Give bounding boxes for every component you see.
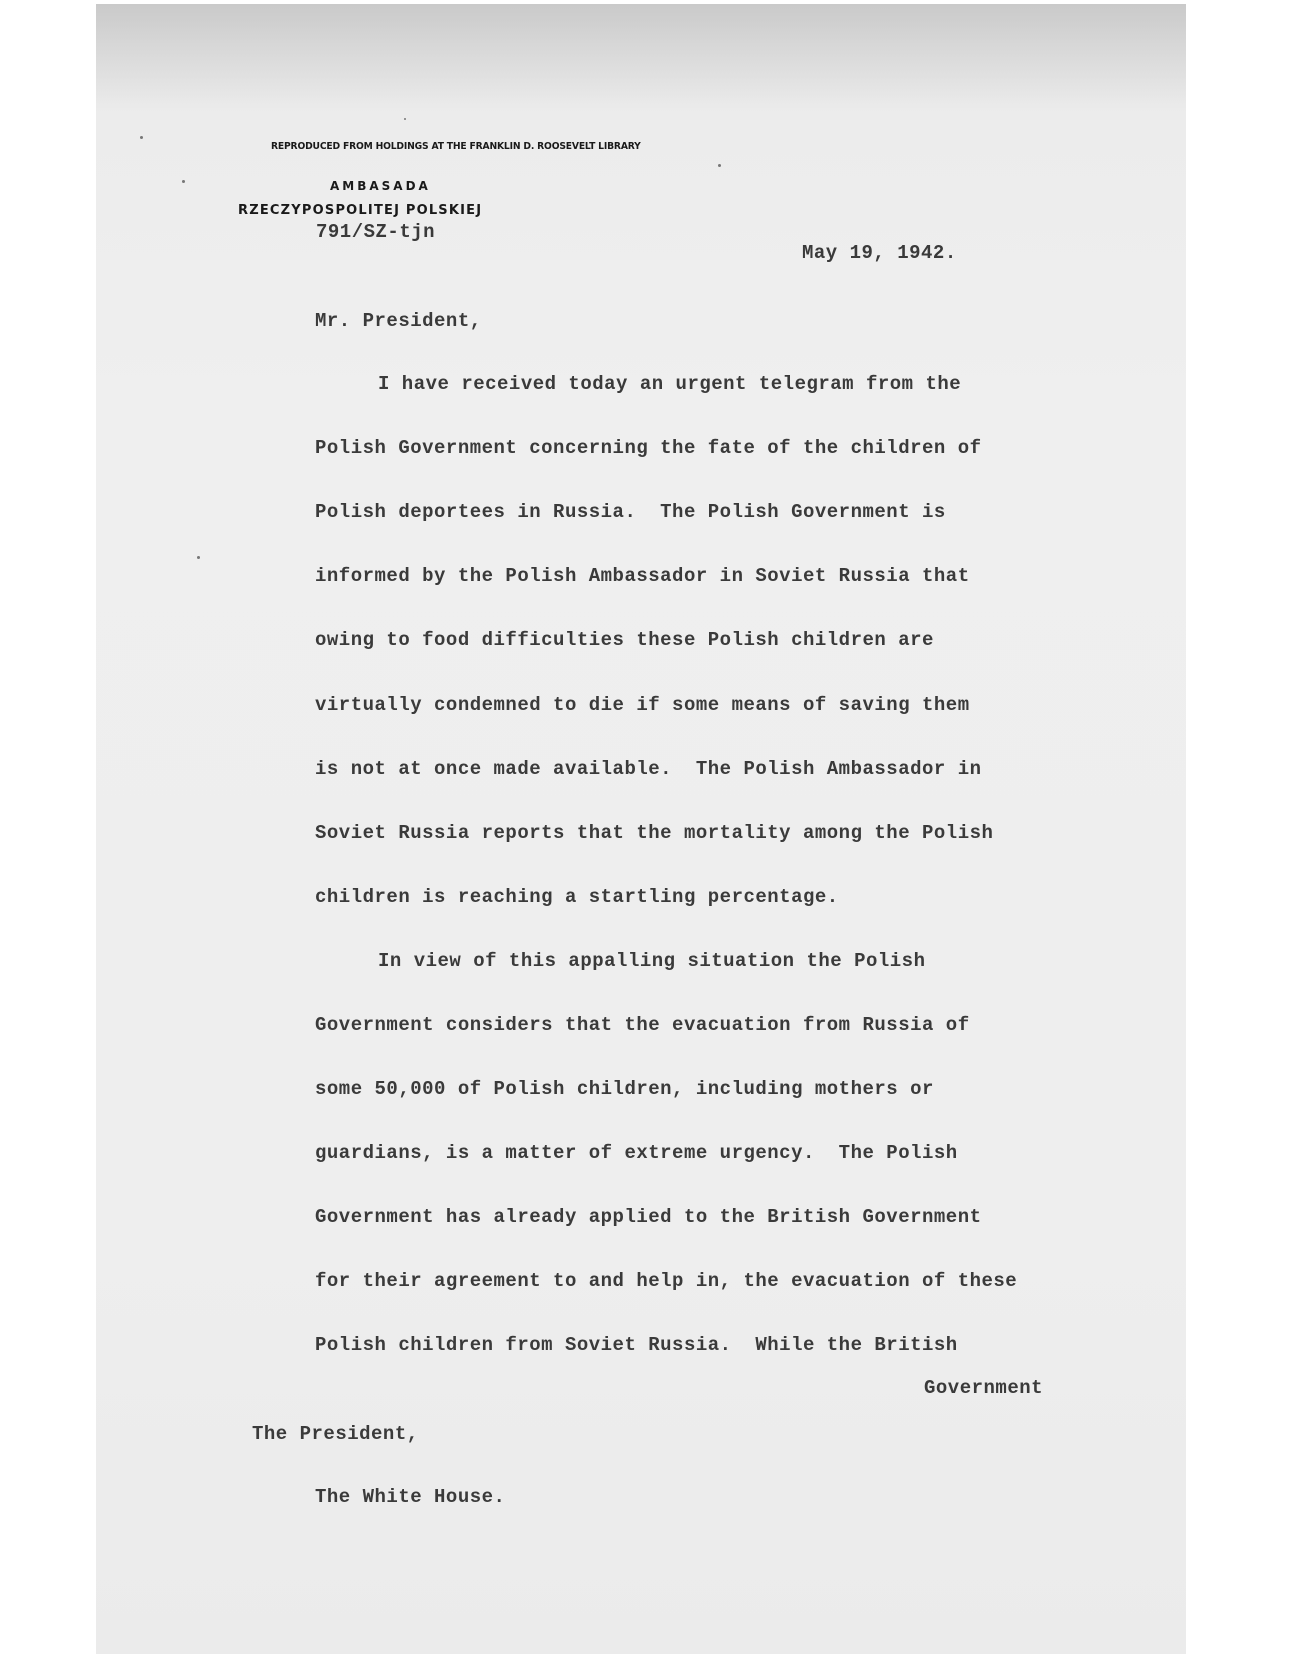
body-line: Government has already applied to the British Government [315, 1206, 982, 1228]
body-line: Polish children from Soviet Russia. While the British [315, 1334, 958, 1356]
addressee-line-1: The President, [252, 1423, 419, 1445]
body-line: I have received today an urgent telegram from the [378, 373, 962, 395]
scan-speck [718, 164, 721, 167]
paper-top-shadow [96, 4, 1186, 114]
body-line: virtually condemned to die if some means of saving them [315, 694, 970, 716]
letterhead-line-1: AMBASADA [330, 179, 431, 193]
scan-speck [182, 180, 185, 183]
body-line: In view of this appalling situation the Polish [378, 950, 926, 972]
catchword: Government [924, 1377, 1044, 1399]
library-reproduction-stamp: REPRODUCED FROM HOLDINGS AT THE FRANKLIN D. ROOSEVELT LIBRARY [271, 141, 641, 152]
letter-date: May 19, 1942. [802, 242, 957, 264]
scan-speck [140, 136, 143, 139]
body-line: informed by the Polish Ambassador in Soviet Russia that [315, 565, 970, 587]
body-line: children is reaching a startling percentage. [315, 886, 839, 908]
reference-number: 791/SZ-tjn [316, 221, 436, 243]
body-line: Polish deportees in Russia. The Polish Government is [315, 501, 946, 523]
scan-speck [197, 556, 200, 559]
body-line: some 50,000 of Polish children, including mothers or [315, 1078, 934, 1100]
body-line: is not at once made available. The Polish Ambassador in [315, 758, 982, 780]
body-line: owing to food difficulties these Polish children are [315, 629, 934, 651]
body-line: Government considers that the evacuation from Russia of [315, 1014, 970, 1036]
letterhead-line-2: RZECZYPOSPOLITEJ POLSKIEJ [238, 203, 483, 218]
addressee-line-2: The White House. [315, 1486, 506, 1508]
body-line: guardians, is a matter of extreme urgency. The Polish [315, 1142, 958, 1164]
body-line: for their agreement to and help in, the evacuation of these [315, 1270, 1018, 1292]
body-line: Soviet Russia reports that the mortality among the Polish [315, 822, 994, 844]
salutation: Mr. President, [315, 310, 482, 332]
body-line: Polish Government concerning the fate of the children of [315, 437, 982, 459]
scan-speck [404, 118, 406, 120]
